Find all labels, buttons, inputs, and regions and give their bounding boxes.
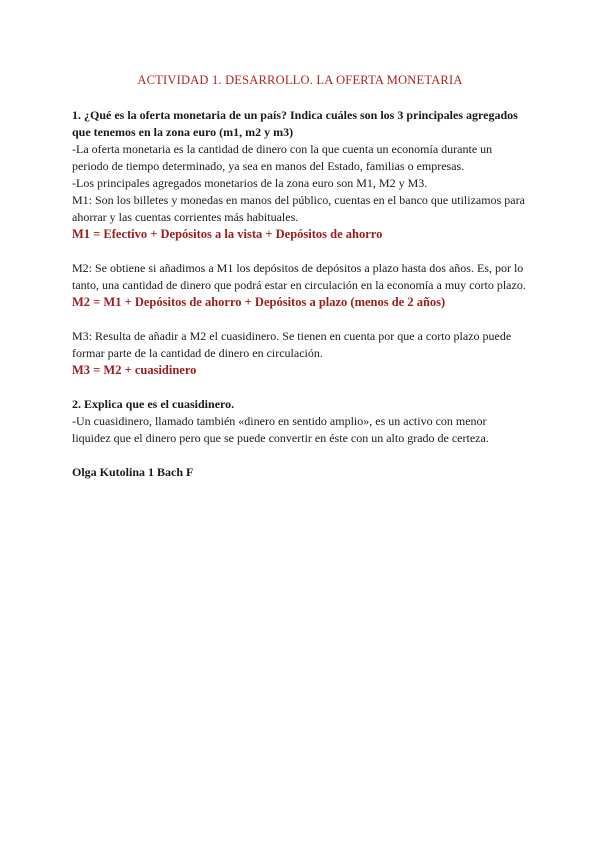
m1-description: M1: Son los billetes y monedas en manos del público, cuentas en el banco que utilizamos para ahorrar y las cuentas corrientes más habituales. [72,193,525,224]
spacer [72,243,528,260]
author-signature: Olga Kutolina 1 Bach F [72,465,194,479]
spacer [72,311,528,328]
question-1-heading: 1. ¿Qué es la oferta monetaria de un país? Indica cuáles son los 3 principales agregados que tenemos en la zona euro (m1, m2 y m3) [72,108,518,139]
q1-paragraph-aggregates: -Los principales agregados monetarios de la zona euro son M1, M2 y M3. [72,176,428,190]
spacer [72,379,528,396]
q2-paragraph-answer: -Un cuasidinero, llamado también «dinero en sentido amplio», es un activo con menor liquidez que el dinero pero que se puede convertir en éste con un alto grado de certeza. [72,414,489,445]
document-title: ACTIVIDAD 1. DESARROLLO. LA OFERTA MONETARIA [137,73,463,87]
q1-paragraph-definition: -La oferta monetaria es la cantidad de dinero con la que cuenta un economía durante un periodo de tiempo determinado, ya sea en manos del Estado, familias o empresas. [72,142,493,173]
m3-description: M3: Resulta de añadir a M2 el cuasidinero. Se tienen en cuenta por que a corto plazo puede formar parte de la cantidad de dinero en circulación. [72,329,512,360]
m3-formula: M3 = M2 + cuasidinero [72,363,197,377]
spacer [72,447,528,464]
m2-formula: M2 = M1 + Depósitos de ahorro + Depósitos a plazo (menos de 2 años) [72,295,446,309]
m2-description: M2: Se obtiene si añadimos a M1 los depósitos de depósitos a plazo hasta dos años. Es, por lo tanto, una cantidad de dinero que podrá estar en circulación en la economía a muy corto plazo. [72,261,526,292]
m1-formula: M1 = Efectivo + Depósitos a la vista + Depósitos de ahorro [72,227,383,241]
document-page [72,72,528,481]
question-2-heading: 2. Explica que es el cuasidinero. [72,397,235,411]
